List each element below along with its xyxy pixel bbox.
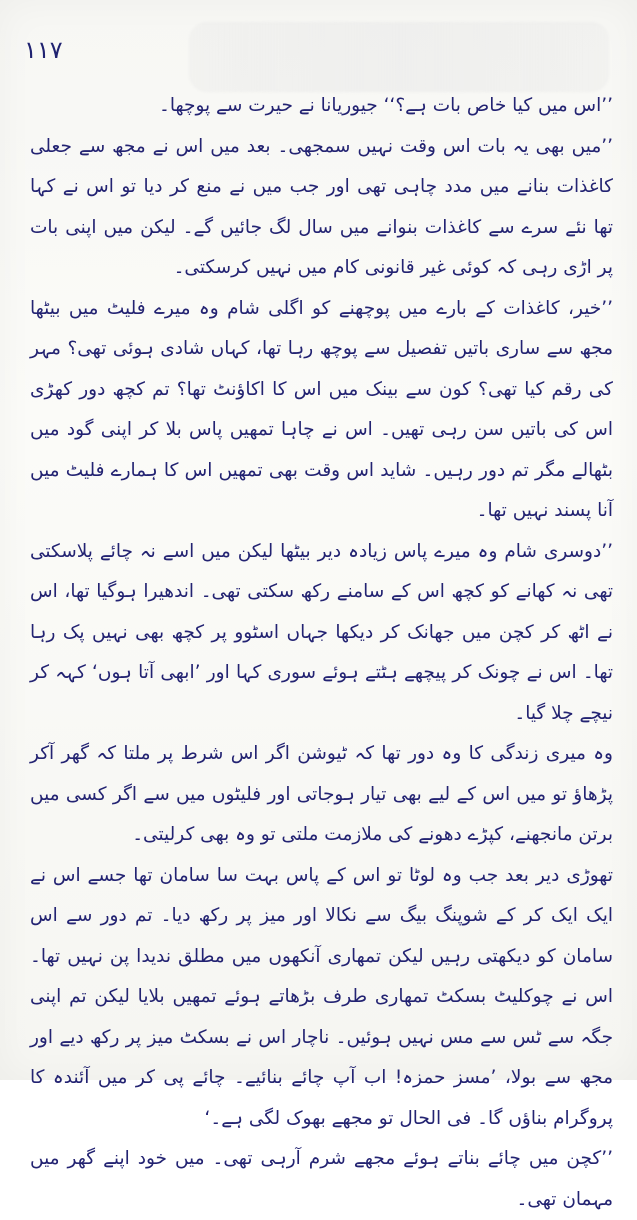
paragraph-1: ’’اس میں کیا خاص بات ہے؟‘‘ جیوریانا نے حیرت سے پوچھا۔: [159, 95, 613, 116]
paragraph-6: تھوڑی دیر بعد جب وہ لوٹا تو اس کے پاس بہت سا سامان تھا جسے اس نے ایک ایک کر کے شوپنگ بیگ سے نکالا اور میز پر رکھ دیا۔ تم دور سے اس سامان کو دیکھتی رہیں لیکن تمھاری آنکھوں میں مطلق ندیدا پن نہیں تھا۔ اس نے چوکلیٹ بسکٹ تمھاری طرف بڑھاتے ہوئے تمھیں بلایا لیکن تم اپنی جگہ سے ٹس سے مس نہیں ہوئیں۔ ناچار اس نے بسکٹ میز پر رکھ دیے اور مجھ سے بولا، ’مسز حمزہ! اب آپ چائے بنائیے۔ چائے پی کر میں آئندہ کا پروگرام بناؤں گا۔ فی الحال تو مجھے بھوک لگی ہے۔‘: [30, 864, 613, 1129]
paragraph-7: ’’کچن میں چائے بناتے ہوئے مجھے شرم آرہی تھی۔ میں خود اپنے گھر میں مہمان تھی۔: [30, 1148, 613, 1210]
paragraph-5: وہ میری زندگی کا وہ دور تھا کہ ٹیوشن اگر اس شرط پر ملتا کہ گھر آکر پڑھاؤ تو میں اس کے لیے بھی تیار ہوجاتی اور فلیٹوں میں سے اگر کسی میں برتن مانجھنے، کپڑے دھونے کی ملازمت ملتی تو وہ بھی کرلیتی۔: [30, 743, 613, 845]
body-text: [30, 86, 613, 1220]
paragraph-4: ’’دوسری شام وہ میرے پاس زیادہ دیر بیٹھا لیکن میں اسے نہ چائے پلاسکتی تھی نہ کھانے کو کچھ اس کے سامنے رکھ سکتی تھی۔ اندھیرا ہوگیا تھا، اس نے اٹھ کر کچن میں جھانک کر دیکھا جہاں اسٹوو پر کچھ بھی نہیں پک رہا تھا۔ اس نے چونک کر پیچھے ہٹتے ہوئے سوری کہا اور ’ابھی آتا ہوں‘ کہہ کر نیچے چلا گیا۔: [30, 540, 613, 724]
paragraph-3: ’’خیر، کاغذات کے بارے میں پوچھنے کو اگلی شام وہ میرے فلیٹ میں بیٹھا مجھ سے ساری باتیں تفصیل سے پوچھ رہا تھا، کہاں شادی ہوئی تھی؟ مہر کی رقم کیا تھی؟ کون سے بینک میں اس کا اکاؤنٹ تھا؟ تم کچھ دور کھڑی اس کی باتیں سن رہی تھیں۔ اس نے چاہا تمھیں پاس بلا کر اپنی گود میں بٹھالے مگر تم دور رہیں۔ شاید اس وقت بھی تمھیں اس کا ہمارے فلیٹ میں آنا پسند نہیں تھا۔: [30, 297, 613, 521]
paragraph-2: ’’میں بھی یہ بات اس وقت نہیں سمجھی۔ بعد میں اس نے مجھ سے جعلی کاغذات بنانے میں مدد چاہی تھی اور جب میں نے منع کر دیا تو اس نے کہا تھا نئے سرے سے کاغذات بنوانے میں سال لگ جائیں گے۔ لیکن میں اپنی بات پر اڑی رہی کہ کوئی غیر قانونی کام میں نہیں کرسکتی۔: [30, 135, 613, 278]
page-bleed-shadow: [189, 22, 609, 92]
page-number: ۱۱۷: [24, 36, 63, 64]
